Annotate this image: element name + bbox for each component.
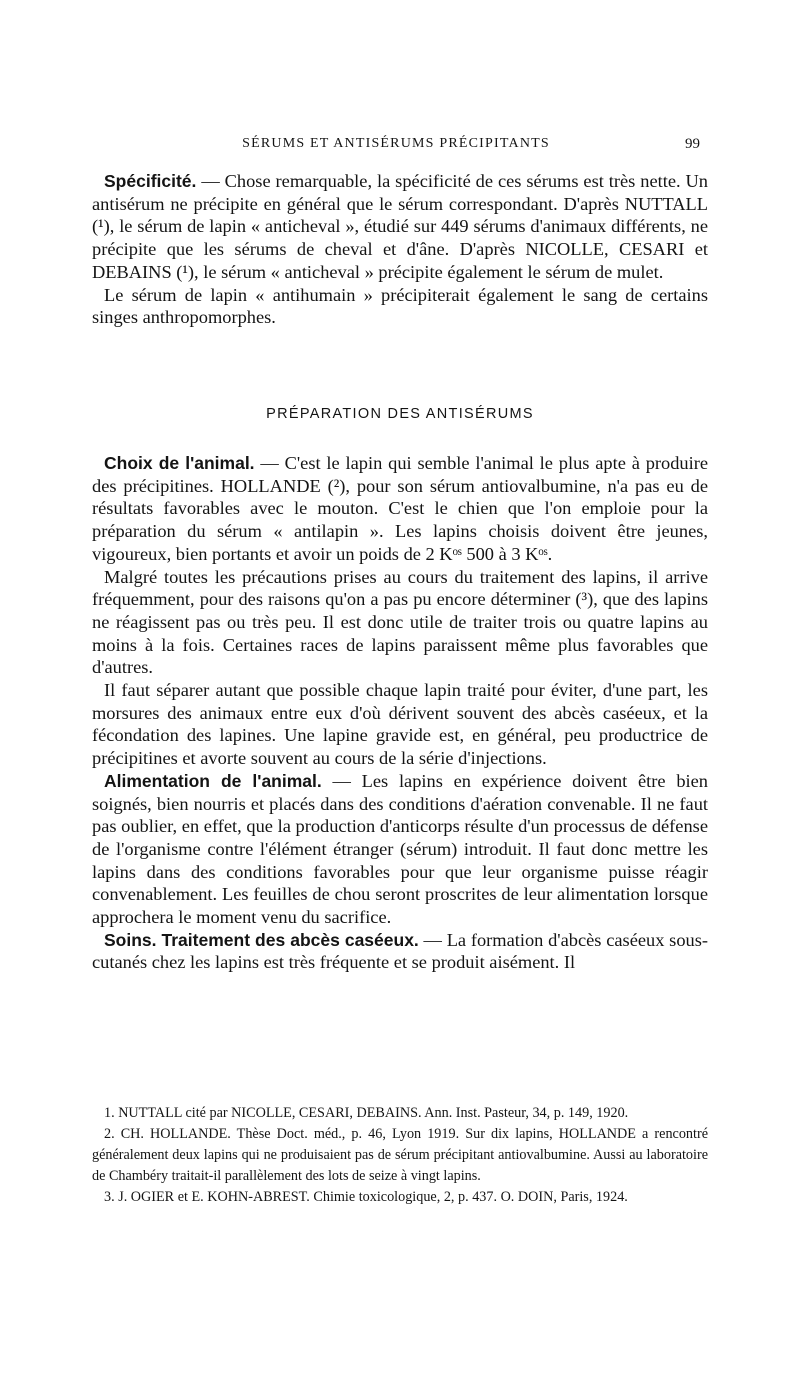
alimentation-lead: Alimentation de l'animal.: [104, 770, 322, 791]
specificity-paragraph: [92, 170, 708, 284]
choix-text: — C'est le lapin qui semble l'animal le plus apte à produire des précipitines. HOLLANDE (²), pour son sérum antiovalbumine, n'a pas eu de résultats favorables avec le mouton. C'est le chien que l'on emploie pour la préparation du sérum « antilapin ». Les lapins choisis doivent être jeunes, vigoureux, bien portants et avoir un poids de 2 Kᵒˢ 500 à 3 Kᵒˢ.: [92, 453, 708, 564]
page-number: 99: [685, 136, 700, 152]
choix-paragraph-2: Malgré toutes les précautions prises au cours du traitement des lapins, il arrive fréquemment, pour des raisons qu'on a pas pu encore déterminer (³), que des lapins ne réagissent pas ou très peu. Il est donc utile de traiter trois ou quatre lapins au moins à la fois. Certaines races de lapins paraissent même plus favorables que d'autres.: [92, 566, 708, 678]
alimentation-paragraph: [92, 770, 708, 929]
footnote-2: 2. CH. HOLLANDE. Thèse Doct. méd., p. 46, Lyon 1919. Sur dix lapins, HOLLANDE a rencontré généralement deux lapins qui ne produisaient pas de sérum précipitant antiovalbumine. Aussi au laboratoire de Chambéry traitait-il parallèlement des lots de seize à vingt lapins.: [92, 1126, 708, 1184]
running-title: SÉRUMS ET ANTISÉRUMS PRÉCIPITANTS: [242, 136, 550, 151]
specificity-lead: Spécificité.: [104, 171, 197, 191]
specificity-section: [92, 170, 708, 329]
footnote-3: 3. J. OGIER et E. KOHN-ABREST. Chimie toxicologique, 2, p. 437. O. DOIN, Paris, 1924.: [104, 1189, 628, 1205]
footnote-1: 1. NUTTALL cité par NICOLLE, CESARI, DEBAINS. Ann. Inst. Pasteur, 34, p. 149, 1920.: [104, 1105, 629, 1121]
footnotes: [92, 1103, 708, 1208]
choix-paragraph: [92, 452, 708, 566]
alimentation-text: — Les lapins en expérience doivent être bien soignés, bien nourris et placés dans des conditions d'aération convenable. Il ne faut pas oublier, en effet, que la production d'anticorps résulte d'un processus de défense de l'organisme contre l'élément étranger (sérum) introduit. Il faut donc mettre les lapins dans des conditions favorables pour que leur organisme puisse réagir convenablement. Les feuilles de chou seront proscrites de leur alimentation lorsque approchera le moment venu du sacrifice.: [92, 770, 708, 928]
soins-text: — La formation d'abcès caséeux sous-cutanés chez les lapins est très fréquente et se produit aisément. Il: [92, 929, 708, 973]
choix-lead: Choix de l'animal.: [104, 453, 255, 473]
soins-paragraph: [92, 929, 708, 974]
specificity-text: — Chose remarquable, la spécificité de ces sérums est très nette. Un antisérum ne précipite en général que le sérum correspondant. D'après NUTTALL (¹), le sérum de lapin « anticheval », étudié sur 449 sérums d'animaux différents, ne précipite que les sérums de cheval et d'âne. D'après NICOLLE, CESARI et DEBAINS (¹), le sérum « anticheval » précipite également le sérum de mulet.: [92, 171, 708, 282]
section-heading: PRÉPARATION DES ANTISÉRUMS: [266, 406, 534, 422]
specificity-paragraph-2: Le sérum de lapin « antihumain » précipiterait également le sang de certains singes anthropomorphes.: [92, 284, 708, 328]
soins-lead: Soins. Traitement des abcès caséeux.: [104, 929, 419, 950]
preparation-section: [92, 452, 708, 974]
page-header: [92, 134, 700, 156]
choix-paragraph-3: Il faut séparer autant que possible chaque lapin traité pour éviter, d'une part, les morsures des animaux entre eux d'où dérivent souvent des abcès caséeux, et la fécondation des lapines. Une lapine gravide est, en général, peu productrice de précipitines et avorte souvent au cours de la série d'injections.: [92, 680, 708, 769]
